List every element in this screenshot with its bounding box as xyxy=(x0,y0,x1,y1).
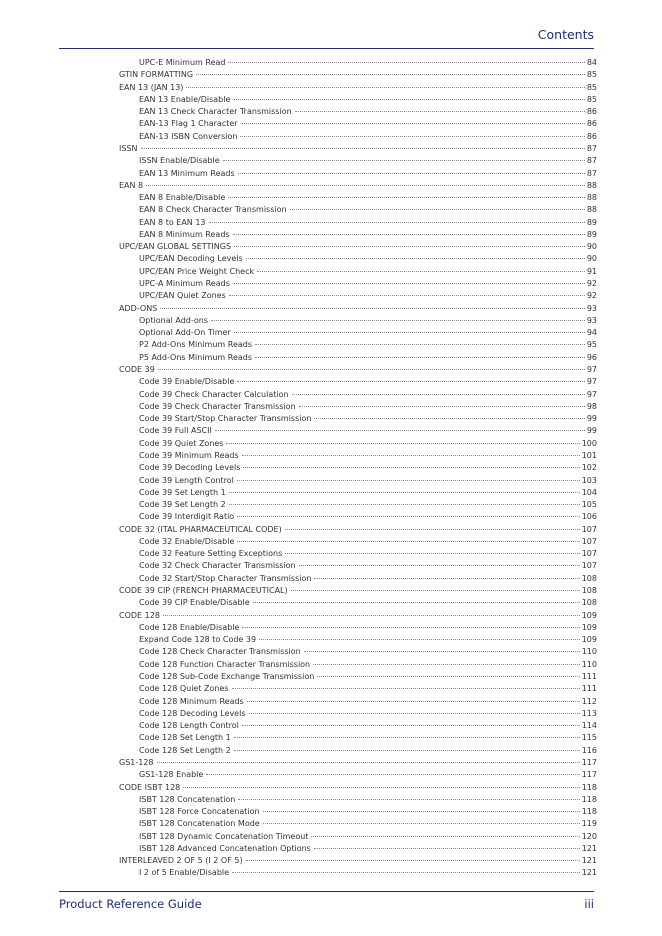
toc-entry-page: 85 xyxy=(586,82,597,92)
toc-subsection-entry[interactable] xyxy=(139,794,597,806)
toc-entry-page: 110 xyxy=(581,659,597,669)
toc-subsection-entry[interactable] xyxy=(139,597,597,609)
toc-subsection-entry[interactable] xyxy=(139,659,597,671)
toc-subsection-entry[interactable] xyxy=(139,696,597,708)
toc-dot-leader xyxy=(157,762,580,763)
toc-entry-title: Code 39 Enable/Disable xyxy=(139,377,235,387)
toc-subsection-entry[interactable] xyxy=(139,769,597,781)
toc-entry-page: 92 xyxy=(586,279,597,289)
toc-entry-title: CODE 39 CIP (FRENCH PHARMACEUTICAL) xyxy=(119,586,288,596)
toc-entry-page: 105 xyxy=(581,500,597,510)
toc-entry-title: Code 39 Check Character Transmission xyxy=(139,401,296,411)
toc-entry-page: 89 xyxy=(586,217,597,227)
toc-entry-title: EAN 8 xyxy=(119,180,144,190)
toc-entry-title: Code 39 Full ASCII xyxy=(139,426,212,436)
toc-entry-title: Code 128 Length Control xyxy=(139,721,239,731)
toc-subsection-entry[interactable] xyxy=(139,413,597,425)
toc-entry-page: 102 xyxy=(581,463,597,473)
toc-dot-leader xyxy=(304,651,580,652)
toc-dot-leader xyxy=(253,602,580,603)
toc-entry-title: Code 39 Minimum Reads xyxy=(139,450,239,460)
toc-subsection-entry[interactable] xyxy=(139,671,597,683)
toc-dot-leader xyxy=(242,455,580,456)
toc-subsection-entry[interactable] xyxy=(139,683,597,695)
toc-entry-title: Code 39 Decoding Levels xyxy=(139,463,241,473)
toc-entry-title: CODE 32 (ITAL PHARMACEUTICAL CODE) xyxy=(119,524,282,534)
toc-dot-leader xyxy=(209,222,585,223)
toc-entry-title: CODE 39 xyxy=(119,365,155,374)
toc-dot-leader xyxy=(232,872,580,873)
toc-dot-leader xyxy=(246,258,585,259)
toc-subsection-entry[interactable] xyxy=(139,499,597,511)
toc-dot-leader xyxy=(299,406,585,407)
toc-section-entry[interactable] xyxy=(119,303,597,315)
toc-entry-page: 99 xyxy=(586,414,597,424)
toc-entry-page: 121 xyxy=(581,843,597,853)
toc-entry-title: Optional Add-ons xyxy=(139,315,209,325)
toc-dot-leader xyxy=(229,504,580,505)
toc-section-entry[interactable] xyxy=(119,782,597,794)
toc-entry-title: Code 32 Start/Stop Character Transmission xyxy=(139,573,312,583)
toc-dot-leader xyxy=(163,615,580,616)
toc-entry-page: 87 xyxy=(586,143,597,153)
header-rule xyxy=(59,48,594,49)
toc-entry-page: 94 xyxy=(586,328,597,338)
toc-dot-leader xyxy=(233,99,584,100)
toc-subsection-entry[interactable] xyxy=(139,425,597,437)
toc-entry-title: EAN 13 Check Character Transmission xyxy=(139,107,292,117)
toc-entry-title: EAN-13 Flag 1 Character xyxy=(139,119,238,129)
toc-entry-title: Expand Code 128 to Code 39 xyxy=(139,635,257,645)
toc-entry-page: 109 xyxy=(581,635,597,645)
toc-dot-leader xyxy=(183,787,579,788)
toc-entry-title: EAN 8 to EAN 13 xyxy=(139,217,206,227)
toc-dot-leader xyxy=(211,320,585,321)
toc-dot-leader xyxy=(292,394,585,395)
toc-entry-page: 117 xyxy=(581,757,597,767)
toc-dot-leader xyxy=(229,295,585,296)
toc-dot-leader xyxy=(314,418,584,419)
toc-entry-title: EAN 13 Enable/Disable xyxy=(139,94,231,104)
toc-dot-leader xyxy=(255,344,585,345)
toc-subsection-entry[interactable] xyxy=(139,511,597,523)
toc-entry-page: 108 xyxy=(581,598,597,608)
toc-entry-page: 85 xyxy=(586,70,597,80)
footer-rule xyxy=(59,891,594,892)
toc-dot-leader xyxy=(259,639,580,640)
toc-entry-page: 96 xyxy=(586,352,597,362)
toc-entry-title: UPC-A Minimum Reads xyxy=(139,279,230,289)
toc-subsection-entry[interactable] xyxy=(139,168,597,180)
toc-subsection-entry[interactable] xyxy=(139,536,597,548)
toc-dot-leader xyxy=(237,516,580,517)
toc-dot-leader xyxy=(238,173,585,174)
toc-section-entry[interactable] xyxy=(119,69,597,81)
toc-dot-leader xyxy=(257,271,585,272)
toc-subsection-entry[interactable] xyxy=(139,806,597,818)
toc-entry-title: CODE ISBT 128 xyxy=(119,782,181,792)
toc-dot-leader xyxy=(285,529,580,530)
toc-dot-leader xyxy=(234,332,585,333)
toc-entry-title: EAN 13 Minimum Reads xyxy=(139,168,235,178)
toc-entry-title: ISBT 128 Force Concatenation xyxy=(139,807,260,817)
toc-subsection-entry[interactable] xyxy=(139,560,597,572)
toc-entry-title: EAN 8 Minimum Reads xyxy=(139,229,230,239)
toc-entry-page: 103 xyxy=(581,475,597,485)
toc-subsection-entry[interactable] xyxy=(139,745,597,757)
toc-subsection-entry[interactable] xyxy=(139,389,597,401)
toc-entry-page: 114 xyxy=(581,721,597,731)
toc-subsection-entry[interactable] xyxy=(139,475,597,487)
toc-entry-title: EAN 13 (JAN 13) xyxy=(119,82,184,92)
toc-entry-page: 91 xyxy=(586,266,597,276)
toc-entry-title: EAN 8 Enable/Disable xyxy=(139,193,226,203)
toc-entry-title: ISSN Enable/Disable xyxy=(139,156,220,166)
toc-subsection-entry[interactable] xyxy=(139,106,597,118)
toc-dot-leader xyxy=(232,688,580,689)
toc-dot-leader xyxy=(238,799,579,800)
toc-subsection-entry[interactable] xyxy=(139,720,597,732)
toc-entry-page: 93 xyxy=(586,303,597,313)
toc-entry-page: 110 xyxy=(581,647,597,657)
toc-subsection-entry[interactable] xyxy=(139,573,597,585)
toc-entry-page: 87 xyxy=(586,168,597,178)
toc-subsection-entry[interactable] xyxy=(139,450,597,462)
toc-subsection-entry[interactable] xyxy=(139,229,597,241)
toc-entry-title: UPC/EAN GLOBAL SETTINGS xyxy=(119,242,232,252)
toc-entry-page: 107 xyxy=(581,536,597,546)
toc-entry-title: ISBT 128 Concatenation Mode xyxy=(139,819,260,829)
footer-page-number: iii xyxy=(584,897,594,911)
toc-entry-title: UPC-E Minimum Read xyxy=(139,58,226,67)
toc-entry-title: INTERLEAVED 2 OF 5 (I 2 OF 5) xyxy=(119,856,243,866)
toc-entry-title: Code 128 Quiet Zones xyxy=(139,684,229,694)
toc-entry-title: CODE 128 xyxy=(119,610,160,620)
toc-entry-page: 86 xyxy=(586,119,597,129)
toc-dot-leader xyxy=(311,836,579,837)
toc-entry-page: 90 xyxy=(586,254,597,264)
toc-subsection-entry[interactable] xyxy=(139,204,597,216)
toc-subsection-entry[interactable] xyxy=(139,94,597,106)
toc-subsection-entry[interactable] xyxy=(139,315,597,327)
toc-entry-title: P2 Add-Ons Minimum Reads xyxy=(139,340,253,350)
toc-subsection-entry[interactable] xyxy=(139,487,597,499)
page-header-title: Contents xyxy=(537,27,594,42)
toc-entry-title: Code 39 CIP Enable/Disable xyxy=(139,598,250,608)
toc-dot-leader xyxy=(242,627,579,628)
toc-entry-title: Code 128 Function Character Transmission xyxy=(139,659,311,669)
toc-entry-title: GS1-128 Enable xyxy=(139,770,204,780)
toc-dot-leader xyxy=(243,467,579,468)
toc-section-entry[interactable] xyxy=(119,180,597,192)
toc-entry-page: 111 xyxy=(581,684,597,694)
toc-entry-title: EAN 8 Check Character Transmission xyxy=(139,205,287,215)
toc-dot-leader xyxy=(237,480,580,481)
toc-entry-page: 118 xyxy=(581,782,597,792)
toc-subsection-entry[interactable] xyxy=(139,401,597,413)
toc-dot-leader xyxy=(317,676,579,677)
toc-entry-title: UPC/EAN Decoding Levels xyxy=(139,254,243,264)
toc-dot-leader xyxy=(186,87,584,88)
toc-dot-leader xyxy=(313,664,580,665)
toc-entry-page: 86 xyxy=(586,131,597,141)
toc-entry-title: Code 32 Feature Setting Exceptions xyxy=(139,549,283,559)
toc-section-entry[interactable] xyxy=(119,610,597,622)
toc-subsection-entry[interactable] xyxy=(139,131,597,143)
toc-entry-page: 107 xyxy=(581,524,597,534)
toc-subsection-entry[interactable] xyxy=(139,708,597,720)
toc-entry-page: 112 xyxy=(581,696,597,706)
toc-entry-title: UPC/EAN Price Weight Check xyxy=(139,266,255,276)
toc-subsection-entry[interactable] xyxy=(139,818,597,830)
toc-entry-page: 97 xyxy=(586,377,597,387)
toc-dot-leader xyxy=(314,578,579,579)
toc-dot-leader xyxy=(299,565,580,566)
toc-subsection-entry[interactable] xyxy=(139,217,597,229)
toc-dot-leader xyxy=(226,443,579,444)
toc-subsection-entry[interactable] xyxy=(139,339,597,351)
toc-subsection-entry[interactable] xyxy=(139,155,597,167)
toc-dot-leader xyxy=(249,713,580,714)
toc-entry-page: 117 xyxy=(581,770,597,780)
toc-dot-leader xyxy=(263,811,580,812)
toc-entry-page: 95 xyxy=(586,340,597,350)
toc-entry-title: Code 128 Enable/Disable xyxy=(139,622,240,632)
toc-subsection-entry[interactable] xyxy=(139,352,597,364)
toc-section-entry[interactable] xyxy=(119,143,597,155)
footer-guide-title: Product Reference Guide xyxy=(59,897,202,911)
toc-entry-page: 116 xyxy=(581,745,597,755)
toc-entry-page: 97 xyxy=(586,389,597,399)
toc-subsection-entry[interactable] xyxy=(139,462,597,474)
toc-entry-page: 104 xyxy=(581,487,597,497)
toc-entry-title: Code 39 Quiet Zones xyxy=(139,438,224,448)
toc-entry-title: ISSN xyxy=(119,143,138,153)
toc-section-entry[interactable] xyxy=(119,855,597,867)
toc-subsection-entry[interactable] xyxy=(139,253,597,265)
toc-dot-leader xyxy=(146,185,585,186)
toc-subsection-entry[interactable] xyxy=(139,278,597,290)
toc-subsection-entry[interactable] xyxy=(139,57,597,69)
toc-entry-title: ADD-ONS xyxy=(119,303,158,313)
toc-dot-leader xyxy=(160,308,585,309)
toc-entry-page: 87 xyxy=(586,156,597,166)
toc-entry-page: 97 xyxy=(586,365,597,374)
toc-dot-leader xyxy=(241,123,585,124)
toc-entry-page: 84 xyxy=(586,58,597,67)
toc-dot-leader xyxy=(291,590,580,591)
toc-dot-leader xyxy=(290,209,585,210)
toc-entry-title: GS1-128 xyxy=(119,757,154,767)
toc-entry-title: Code 128 Decoding Levels xyxy=(139,708,246,718)
toc-entry-title: Code 128 Set Length 1 xyxy=(139,733,231,743)
toc-section-entry[interactable] xyxy=(119,82,597,94)
toc-entry-page: 107 xyxy=(581,549,597,559)
toc-dot-leader xyxy=(242,725,580,726)
toc-entry-page: 85 xyxy=(586,94,597,104)
toc-entry-title: Code 32 Check Character Transmission xyxy=(139,561,296,571)
toc-entry-title: Code 39 Interdigit Ratio xyxy=(139,512,235,522)
toc-entry-title: I 2 of 5 Enable/Disable xyxy=(139,868,230,878)
toc-entry-title: Code 128 Check Character Transmission xyxy=(139,647,301,657)
toc-entry-page: 121 xyxy=(581,856,597,866)
toc-entry-page: 86 xyxy=(586,107,597,117)
toc-dot-leader xyxy=(263,823,580,824)
toc-entry-title: GTIN FORMATTING xyxy=(119,70,194,80)
toc-subsection-entry[interactable] xyxy=(139,118,597,130)
toc-subsection-entry[interactable] xyxy=(139,376,597,388)
toc-section-entry[interactable] xyxy=(119,585,597,597)
toc-section-entry[interactable] xyxy=(119,524,597,536)
toc-dot-leader xyxy=(237,541,579,542)
toc-subsection-entry[interactable] xyxy=(139,732,597,744)
toc-section-entry[interactable] xyxy=(119,241,597,253)
toc-subsection-entry[interactable] xyxy=(139,867,597,879)
toc-subsection-entry[interactable] xyxy=(139,646,597,658)
toc-dot-leader xyxy=(233,234,585,235)
toc-entry-page: 115 xyxy=(581,733,597,743)
toc-entry-page: 90 xyxy=(586,242,597,252)
toc-entry-page: 88 xyxy=(586,193,597,203)
toc-entry-page: 108 xyxy=(581,573,597,583)
toc-entry-title: ISBT 128 Concatenation xyxy=(139,794,236,804)
toc-dot-leader xyxy=(196,74,585,75)
toc-dot-leader xyxy=(314,848,580,849)
toc-entry-page: 108 xyxy=(581,586,597,596)
toc-dot-leader xyxy=(247,701,580,702)
toc-entry-title: Code 39 Length Control xyxy=(139,475,234,485)
toc-entry-title: Optional Add-On Timer xyxy=(139,328,231,338)
toc-subsection-entry[interactable] xyxy=(139,548,597,560)
toc-entry-page: 106 xyxy=(581,512,597,522)
toc-dot-leader xyxy=(228,62,584,63)
toc-dot-leader xyxy=(158,369,585,370)
toc-entry-page: 121 xyxy=(581,868,597,878)
toc-entry-title: Code 39 Start/Stop Character Transmission xyxy=(139,414,312,424)
toc-entry-title: EAN-13 ISBN Conversion xyxy=(139,131,238,141)
toc-dot-leader xyxy=(234,246,585,247)
toc-entry-page: 111 xyxy=(581,672,597,681)
toc-dot-leader xyxy=(234,750,580,751)
toc-entry-page: 118 xyxy=(581,807,597,817)
toc-dot-leader xyxy=(233,283,585,284)
toc-entry-page: 92 xyxy=(586,291,597,301)
toc-entry-title: P5 Add-Ons Minimum Reads xyxy=(139,352,253,362)
toc-subsection-entry[interactable] xyxy=(139,327,597,339)
toc-dot-leader xyxy=(215,430,585,431)
toc-dot-leader xyxy=(237,381,584,382)
toc-subsection-entry[interactable] xyxy=(139,843,597,855)
toc-dot-leader xyxy=(240,136,584,137)
toc-entry-page: 99 xyxy=(586,426,597,436)
toc-entry-page: 118 xyxy=(581,794,597,804)
toc-entry-page: 120 xyxy=(581,831,597,841)
toc-entry-page: 100 xyxy=(581,438,597,448)
toc-section-entry[interactable] xyxy=(119,364,597,376)
toc-entry-title: Code 128 Minimum Reads xyxy=(139,696,244,706)
toc-dot-leader xyxy=(285,553,579,554)
toc-dot-leader xyxy=(255,357,585,358)
toc-entry-title: UPC/EAN Quiet Zones xyxy=(139,291,226,301)
toc-entry-page: 109 xyxy=(581,610,597,620)
toc-entry-title: ISBT 128 Advanced Concatenation Options xyxy=(139,843,311,853)
toc-entry-page: 98 xyxy=(586,401,597,411)
toc-entry-page: 113 xyxy=(581,708,597,718)
toc-entry-title: Code 39 Check Character Calculation xyxy=(139,389,289,399)
toc-entry-page: 119 xyxy=(581,819,597,829)
toc-entry-page: 107 xyxy=(581,561,597,571)
toc-entry-title: Code 32 Enable/Disable xyxy=(139,536,235,546)
toc-subsection-entry[interactable] xyxy=(139,290,597,302)
toc-entry-page: 101 xyxy=(581,450,597,460)
toc-entry-page: 88 xyxy=(586,180,597,190)
toc-entry-title: Code 39 Set Length 1 xyxy=(139,487,226,497)
toc-dot-leader xyxy=(141,148,585,149)
toc-dot-leader xyxy=(223,160,585,161)
toc-section-entry[interactable] xyxy=(119,757,597,769)
toc-entry-page: 109 xyxy=(581,622,597,632)
toc-dot-leader xyxy=(228,197,585,198)
toc-subsection-entry[interactable] xyxy=(139,622,597,634)
toc-entry-page: 89 xyxy=(586,229,597,239)
toc-subsection-entry[interactable] xyxy=(139,831,597,843)
toc-dot-leader xyxy=(246,860,580,861)
toc-dot-leader xyxy=(295,111,585,112)
toc-dot-leader xyxy=(229,492,580,493)
toc-subsection-entry[interactable] xyxy=(139,438,597,450)
toc-dot-leader xyxy=(234,737,580,738)
toc-entry-title: Code 128 Set Length 2 xyxy=(139,745,231,755)
toc-subsection-entry[interactable] xyxy=(139,634,597,646)
toc-subsection-entry[interactable] xyxy=(139,266,597,278)
toc-subsection-entry[interactable] xyxy=(139,192,597,204)
toc-entry-page: 93 xyxy=(586,315,597,325)
toc-dot-leader xyxy=(206,774,579,775)
toc-entry-title: ISBT 128 Dynamic Concatenation Timeout xyxy=(139,831,309,841)
toc-entry-title: Code 128 Sub-Code Exchange Transmission xyxy=(139,672,315,681)
toc-entry-title: Code 39 Set Length 2 xyxy=(139,500,226,510)
toc-entry-page: 88 xyxy=(586,205,597,215)
